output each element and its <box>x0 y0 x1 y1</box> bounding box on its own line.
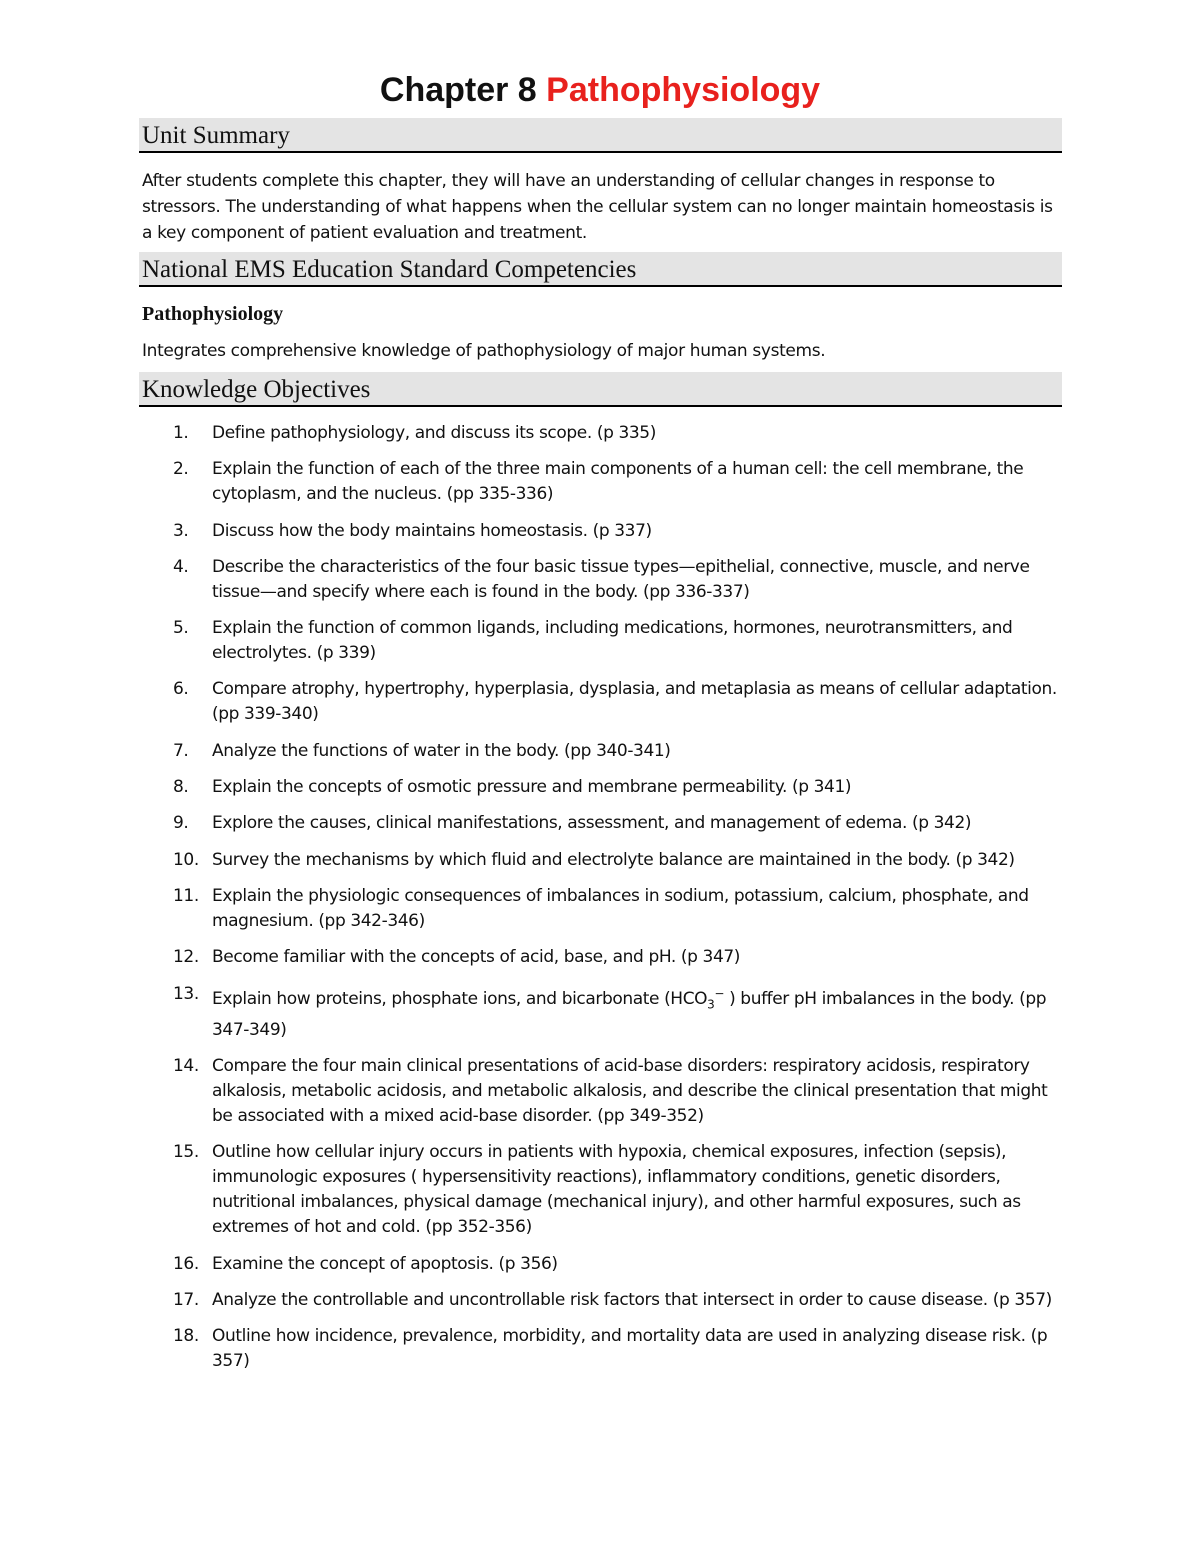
objective-text: Examine the concept of apoptosis. (p 356) <box>212 1253 558 1274</box>
objective-item <box>142 884 1062 934</box>
objective-item <box>142 519 1062 544</box>
objective-text: Analyze the functions of water in the body. (pp 340-341) <box>212 740 671 761</box>
objective-number: 3. <box>173 520 189 541</box>
objective-item <box>142 982 1062 1043</box>
competencies-subheading: Pathophysiology <box>142 303 284 325</box>
objective-number: 16. <box>173 1253 199 1274</box>
objective-number: 2. <box>173 459 189 480</box>
objective-item <box>142 457 1062 507</box>
objective-text: Explore the causes, clinical manifestations, assessment, and management of edema. (p 342) <box>212 813 972 834</box>
objective-text: Explain the function of each of the three main components of a human cell: the cell membrane, the cytoplasm, and the nucleus. (pp 335-336) <box>212 459 1024 505</box>
objective-item <box>142 848 1062 873</box>
objective-item <box>142 421 1062 446</box>
objective-text-before: Explain how proteins, phosphate ions, and bicarbonate (HCO <box>212 989 708 1010</box>
objectives-list <box>142 421 1062 1385</box>
objective-text-after: ) buffer pH imbalances in the body. (pp 347-349) <box>212 989 1047 1040</box>
objective-item <box>142 616 1062 666</box>
title-prefix: Chapter 8 <box>379 71 537 109</box>
objective-text: Compare the four main clinical presentations of acid-base disorders: respiratory acidosis, respiratory alkalosis, metabolic acidosis, and metabolic alkalosis, and describe the clinical presentation that might be associated with a mixed acid-base disorder. (pp 349-352) <box>212 1055 1048 1126</box>
competencies-text: Integrates comprehensive knowledge of pathophysiology of major human systems. <box>142 341 826 361</box>
objective-item <box>142 1288 1062 1313</box>
objective-text: Become familiar with the concepts of acid, base, and pH. (p 347) <box>212 947 741 968</box>
objective-number: 14. <box>173 1055 199 1076</box>
objective-number: 7. <box>173 740 189 761</box>
objectives-heading: Knowledge Objectives <box>139 372 1062 407</box>
objective-number: 8. <box>173 777 189 798</box>
page-title <box>0 68 1200 112</box>
objective-text: Compare atrophy, hypertrophy, hyperplasia, dysplasia, and metaplasia as means of cellular adaptation. (pp 339-340) <box>212 679 1057 725</box>
objective-item <box>142 1054 1062 1129</box>
objective-item <box>142 1140 1062 1240</box>
objective-text: Explain the physiologic consequences of imbalances in sodium, potassium, calcium, phosphate, and magnesium. (pp 342-346) <box>212 885 1029 931</box>
unit-summary-text: After students complete this chapter, they will have an understanding of cellular changes in response to stressors. The understanding of what happens when the cellular system can no longer maintain homeostasis is a key component of patient evaluation and treatment. <box>142 171 1053 243</box>
objective-item <box>142 945 1062 970</box>
objective-text: Explain the function of common ligands, including medications, hormones, neurotransmitters, and electrolytes. (p 339) <box>212 618 1013 664</box>
competencies-heading: National EMS Education Standard Competencies <box>139 252 1062 287</box>
chem-subscript: 3 <box>707 997 715 1012</box>
objective-text: Define pathophysiology, and discuss its scope. (p 335) <box>212 423 656 443</box>
chem-superscript: − <box>714 986 725 1001</box>
objective-text: Explain the concepts of osmotic pressure and membrane permeability. (p 341) <box>212 777 852 798</box>
objective-number: 11. <box>173 885 199 906</box>
objective-number: 5. <box>173 618 189 639</box>
objective-item <box>142 775 1062 800</box>
objective-number: 4. <box>173 556 189 577</box>
objective-number: 10. <box>173 849 199 870</box>
objective-number: 17. <box>173 1289 199 1310</box>
objective-text: Discuss how the body maintains homeostasis. (p 337) <box>212 520 652 541</box>
objective-text: Outline how cellular injury occurs in patients with hypoxia, chemical exposures, infection (sepsis), immunologic exposures ( hypersensitivity reactions), inflammatory conditions, genetic disorders, nutritional imbalances, physical damage (mechanical injury), and other harmful exposures, such as extremes of hot and cold. (pp 352-356) <box>212 1142 1021 1238</box>
objective-text: Survey the mechanisms by which fluid and electrolyte balance are maintained in the body. (p 342) <box>212 849 1015 870</box>
title-accent: Pathophysiology <box>546 71 821 109</box>
objective-item <box>142 1252 1062 1277</box>
unit-summary-heading: Unit Summary <box>139 118 1062 153</box>
objective-item <box>142 555 1062 605</box>
objective-text: Outline how incidence, prevalence, morbidity, and mortality data are used in analyzing disease risk. (p 357) <box>212 1326 1048 1372</box>
objective-number: 18. <box>173 1326 199 1347</box>
objective-item <box>142 739 1062 764</box>
objective-number: 9. <box>173 813 189 834</box>
objective-number: 6. <box>173 679 189 700</box>
objective-text <box>212 986 1047 1040</box>
objective-item <box>142 811 1062 836</box>
objective-item <box>142 1324 1062 1374</box>
objective-number: 15. <box>173 1142 199 1163</box>
objective-item <box>142 677 1062 727</box>
objective-text: Describe the characteristics of the four basic tissue types—epithelial, connective, muscle, and nerve tissue—and specify where each is found in the body. (pp 336-337) <box>212 556 1030 602</box>
objective-number: 12. <box>173 947 199 968</box>
objective-number: 1. <box>173 423 189 443</box>
objective-number: 13. <box>173 983 199 1004</box>
objective-text: Analyze the controllable and uncontrollable risk factors that intersect in order to cause disease. (p 357) <box>212 1289 1052 1310</box>
